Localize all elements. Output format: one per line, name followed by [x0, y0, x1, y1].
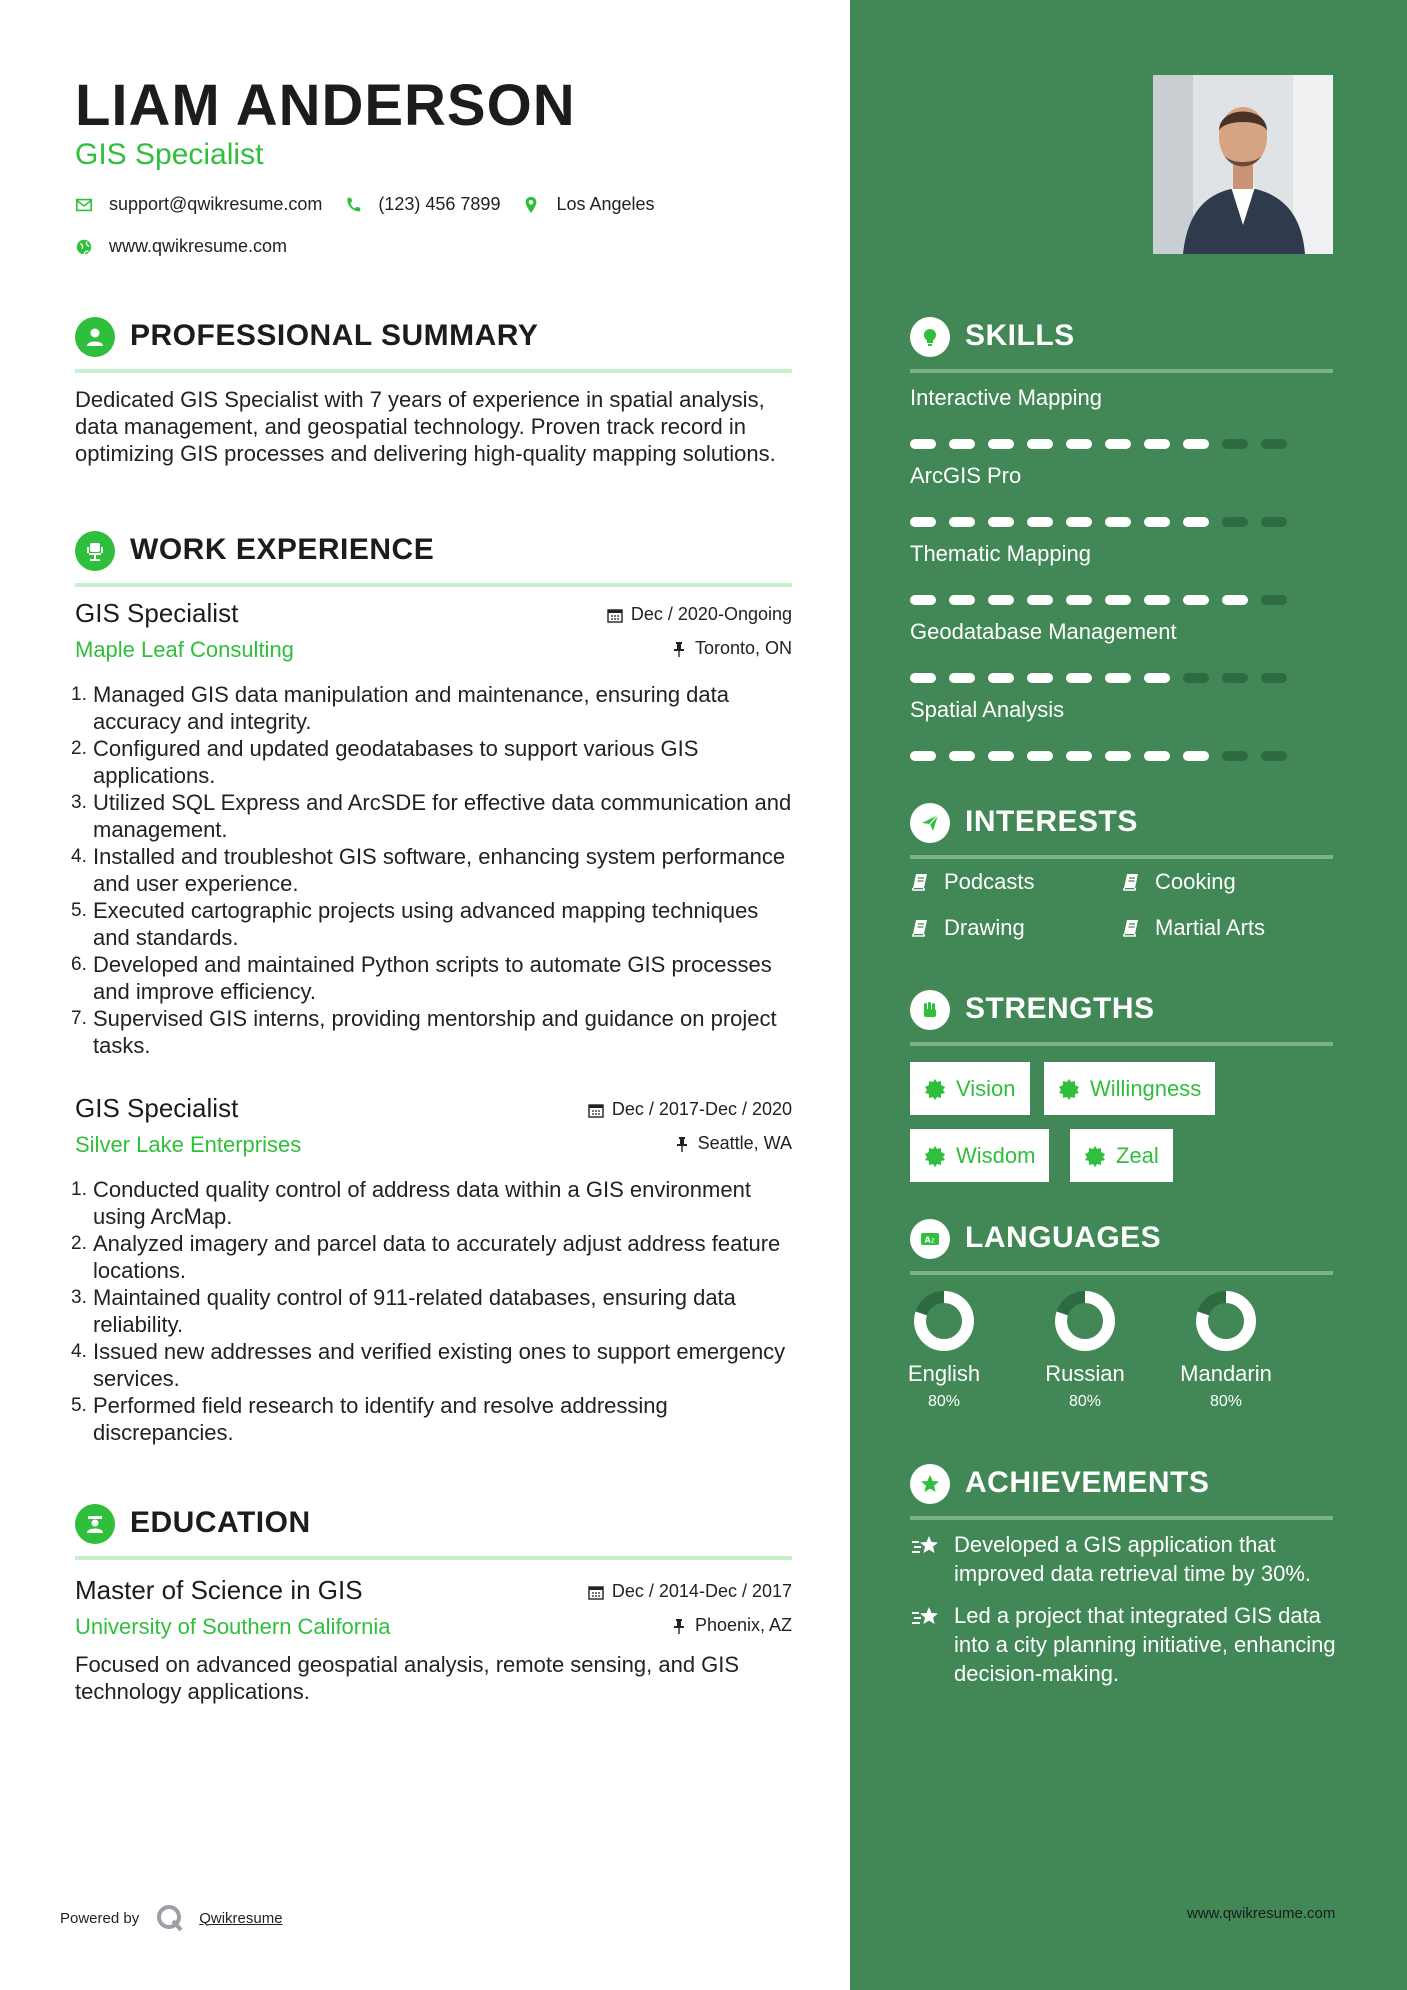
list-item: 3. Utilized SQL Express and ArcSDE for effective data communication and management. [71, 790, 792, 842]
language-proficiency-ring [1195, 1290, 1257, 1352]
skill-level-segment [1066, 751, 1092, 761]
experience-section-header [75, 531, 792, 587]
skill-level-segment [910, 751, 936, 761]
skill-item [910, 619, 1310, 683]
list-item: 2. Configured and updated geodatabases to support various GIS applications. [71, 736, 699, 788]
skill-level-segment [988, 439, 1014, 449]
list-item: 7. Supervised GIS interns, providing mentorship and guidance on project tasks. [71, 1006, 777, 1058]
svg-text:A: A [924, 1235, 931, 1245]
skill-level-segment [1027, 517, 1053, 527]
brand-link[interactable]: Qwikresume [199, 1909, 283, 1927]
interest-item: Martial Arts [1121, 915, 1265, 941]
skill-level-segment [1105, 751, 1131, 761]
strengths-heading: STRENGTHS [965, 992, 1155, 1025]
language-proficiency-ring [1054, 1290, 1116, 1352]
strengths-section-header [910, 990, 1333, 1046]
skill-level-segment [1144, 751, 1170, 761]
education-location: Phoenix, AZ [671, 1615, 792, 1636]
skill-level-segment [1105, 673, 1131, 683]
footer-website[interactable]: www.qwikresume.com [1187, 1905, 1336, 1922]
contact-row [75, 194, 677, 215]
job-bullets [71, 681, 792, 1059]
skill-level-segment [1066, 439, 1092, 449]
skill-level-segment [1183, 517, 1209, 527]
user-icon [75, 317, 115, 357]
skill-name: Interactive Mapping [910, 385, 1102, 410]
star-icon [910, 1464, 950, 1504]
office-chair-icon [75, 531, 115, 571]
skill-level-segment [1066, 517, 1092, 527]
paper-plane-icon [910, 803, 950, 843]
job-title: GIS Specialist [75, 1093, 239, 1123]
job-date: Dec / 2017-Dec / 2020 [588, 1099, 792, 1120]
skill-level-segment [1222, 751, 1248, 761]
achievement-item: Led a project that integrated GIS data into a city planning initiative, enhancing decision-making. [910, 1601, 1340, 1688]
skill-level-bar [910, 751, 1310, 761]
skill-level-segment [1261, 751, 1287, 761]
language-item [1025, 1290, 1145, 1411]
skill-level-segment [1027, 595, 1053, 605]
pushpin-icon [674, 1136, 690, 1152]
skill-level-segment [1144, 439, 1170, 449]
book-icon [1121, 872, 1141, 892]
skill-level-segment [1105, 439, 1131, 449]
school-name: University of Southern California [75, 1614, 391, 1639]
skill-level-segment [1261, 673, 1287, 683]
contact-email[interactable] [75, 194, 322, 215]
skill-level-bar [910, 517, 1310, 527]
skill-level-segment [1144, 517, 1170, 527]
list-item: 3. Maintained quality control of 911-related databases, ensuring data reliability. [71, 1285, 736, 1337]
skill-item [910, 541, 1310, 605]
footer-powered-by: Powered by Qwikresume [60, 1903, 283, 1933]
contact-location [522, 194, 654, 215]
shooting-star-icon [910, 1534, 942, 1560]
calendar-icon [588, 1584, 604, 1600]
language-item [1166, 1290, 1286, 1411]
language-proficiency-ring [913, 1290, 975, 1352]
fist-icon [910, 990, 950, 1030]
lightbulb-icon [910, 317, 950, 357]
education-date: Dec / 2014-Dec / 2017 [588, 1581, 792, 1602]
skill-name: Spatial Analysis [910, 697, 1065, 722]
skills-heading: SKILLS [965, 319, 1075, 352]
calendar-icon [607, 607, 623, 623]
skill-level-segment [988, 595, 1014, 605]
job-location: Seattle, WA [674, 1133, 792, 1154]
list-item: 6. Developed and maintained Python scripts to automate GIS processes and improve efficiency. [71, 952, 772, 1004]
skill-level-bar [910, 595, 1310, 605]
skill-level-segment [949, 439, 975, 449]
list-item: 1. Conducted quality control of address data within a GIS environment using ArcMap. [71, 1177, 751, 1229]
job-company: Silver Lake Enterprises [75, 1132, 302, 1157]
pushpin-icon [671, 1618, 687, 1634]
language-percent: 80% [1209, 1393, 1243, 1410]
badge-star-icon [924, 1078, 946, 1100]
list-item: 5. Performed field research to identify and resolve addressing discrepancies. [71, 1393, 668, 1445]
contact-row-2 [75, 236, 309, 257]
list-item: 4. Issued new addresses and verified existing ones to support emergency services. [71, 1339, 786, 1391]
languages-heading: LANGUAGES [965, 1221, 1162, 1254]
degree-title: Master of Science in GIS [75, 1575, 363, 1605]
shooting-star-icon [910, 1605, 942, 1631]
list-item: 4. Installed and troubleshot GIS software, enhancing system performance and user experience. [71, 844, 786, 896]
job-bullets [71, 1176, 792, 1446]
globe-icon [75, 238, 93, 256]
skill-name: Geodatabase Management [910, 619, 1177, 644]
list-item: 2. Analyzed imagery and parcel data to accurately adjust address feature locations. [71, 1231, 781, 1283]
language-item [884, 1290, 1004, 1411]
skill-level-segment [1144, 673, 1170, 683]
skill-level-bar [910, 673, 1310, 683]
contact-phone[interactable] [344, 194, 500, 215]
graduate-icon [75, 1504, 115, 1544]
languages-section-header [910, 1219, 1333, 1275]
skill-level-segment [1222, 595, 1248, 605]
book-icon [910, 872, 930, 892]
skill-level-segment [949, 673, 975, 683]
skill-level-segment [1027, 439, 1053, 449]
job-title: GIS Specialist [75, 598, 239, 628]
education-section-header [75, 1504, 792, 1560]
badge-star-icon [1084, 1145, 1106, 1167]
phone-icon [344, 196, 362, 214]
skill-level-segment [1183, 673, 1209, 683]
language-name: English [907, 1361, 981, 1386]
language-translate-icon [910, 1219, 950, 1259]
list-item: 1. Managed GIS data manipulation and maintenance, ensuring data accuracy and integrity. [71, 682, 729, 734]
skill-item [910, 385, 1310, 449]
candidate-title: GIS Specialist [75, 138, 264, 171]
skill-level-segment [1261, 595, 1287, 605]
email-text: support@qwikresume.com [109, 194, 323, 214]
skill-level-segment [988, 673, 1014, 683]
skills-section-header [910, 317, 1333, 373]
skill-level-segment [949, 751, 975, 761]
skill-level-segment [1222, 439, 1248, 449]
language-name: Russian [1045, 1361, 1125, 1386]
skill-name: ArcGIS Pro [910, 463, 1022, 488]
job-company: Maple Leaf Consulting [75, 637, 294, 662]
book-icon [1121, 918, 1141, 938]
location-text: Los Angeles [556, 194, 655, 214]
interest-item: Cooking [1121, 869, 1236, 895]
strength-badge: Willingness [1044, 1062, 1215, 1115]
language-name: Mandarin [1180, 1361, 1272, 1386]
language-percent: 80% [1068, 1393, 1102, 1410]
skill-level-segment [1027, 751, 1053, 761]
candidate-name: LIAM ANDERSON [75, 73, 576, 138]
interest-item: Drawing [910, 915, 1025, 941]
book-icon [910, 918, 930, 938]
skill-level-segment [1261, 439, 1287, 449]
svg-text:z: z [931, 1236, 935, 1245]
skill-level-segment [949, 595, 975, 605]
list-item: 5. Executed cartographic projects using advanced mapping techniques and standards. [71, 898, 759, 950]
interests-heading: INTERESTS [965, 805, 1138, 838]
experience-heading: WORK EXPERIENCE [130, 533, 435, 566]
language-percent: 80% [927, 1393, 961, 1410]
education-heading: EDUCATION [130, 1506, 311, 1539]
map-pin-icon [522, 196, 540, 214]
skill-level-segment [910, 439, 936, 449]
skill-level-segment [988, 517, 1014, 527]
qwikresume-logo-icon [155, 1903, 185, 1933]
achievement-item: Developed a GIS application that improved data retrieval time by 30%. [910, 1530, 1340, 1588]
summary-heading: PROFESSIONAL SUMMARY [130, 319, 539, 352]
skill-level-bar [910, 439, 1310, 449]
summary-text: Dedicated GIS Specialist with 7 years of experience in spatial analysis, data management, and geospatial technology. Proven track record in optimizing GIS processes and delivering high-quality mapping solutions. [75, 387, 776, 466]
skill-level-segment [1183, 595, 1209, 605]
job-entry [71, 1093, 792, 1446]
strength-badge: Vision [910, 1062, 1030, 1115]
education-entry [75, 1575, 792, 1640]
skill-level-segment [1066, 673, 1092, 683]
achievements-section-header [910, 1464, 1333, 1520]
envelope-icon [75, 196, 93, 214]
interest-item: Podcasts [910, 869, 1035, 895]
skill-level-segment [1105, 517, 1131, 527]
pushpin-icon [671, 641, 687, 657]
profile-photo [1153, 75, 1333, 254]
skill-name: Thematic Mapping [910, 541, 1091, 566]
skill-level-segment [910, 673, 936, 683]
badge-star-icon [1058, 1078, 1080, 1100]
strength-badge: Zeal [1070, 1129, 1173, 1182]
job-location: Toronto, ON [671, 638, 792, 659]
skill-level-segment [1222, 673, 1248, 683]
skill-level-segment [1222, 517, 1248, 527]
skill-item [910, 463, 1310, 527]
job-entry [71, 598, 792, 1059]
skill-level-segment [1066, 595, 1092, 605]
skill-level-segment [1027, 673, 1053, 683]
education-description: Focused on advanced geospatial analysis, remote sensing, and GIS technology applications. [75, 1652, 740, 1704]
skill-level-segment [910, 517, 936, 527]
skill-level-segment [1183, 751, 1209, 761]
job-date: Dec / 2020-Ongoing [607, 604, 792, 625]
summary-section-header [75, 317, 792, 373]
skill-level-segment [910, 595, 936, 605]
website-text: www.qwikresume.com [109, 236, 288, 256]
skill-level-segment [1261, 517, 1287, 527]
phone-text: (123) 456 7899 [378, 194, 501, 214]
achievements-heading: ACHIEVEMENTS [965, 1466, 1210, 1499]
badge-star-icon [924, 1145, 946, 1167]
skill-level-segment [1183, 439, 1209, 449]
skill-level-segment [1105, 595, 1131, 605]
skill-level-segment [949, 517, 975, 527]
calendar-icon [588, 1102, 604, 1118]
strength-badge: Wisdom [910, 1129, 1049, 1182]
contact-website[interactable] [75, 236, 287, 257]
skill-level-segment [988, 751, 1014, 761]
skill-item [910, 697, 1310, 761]
skill-level-segment [1144, 595, 1170, 605]
interests-section-header [910, 803, 1333, 859]
